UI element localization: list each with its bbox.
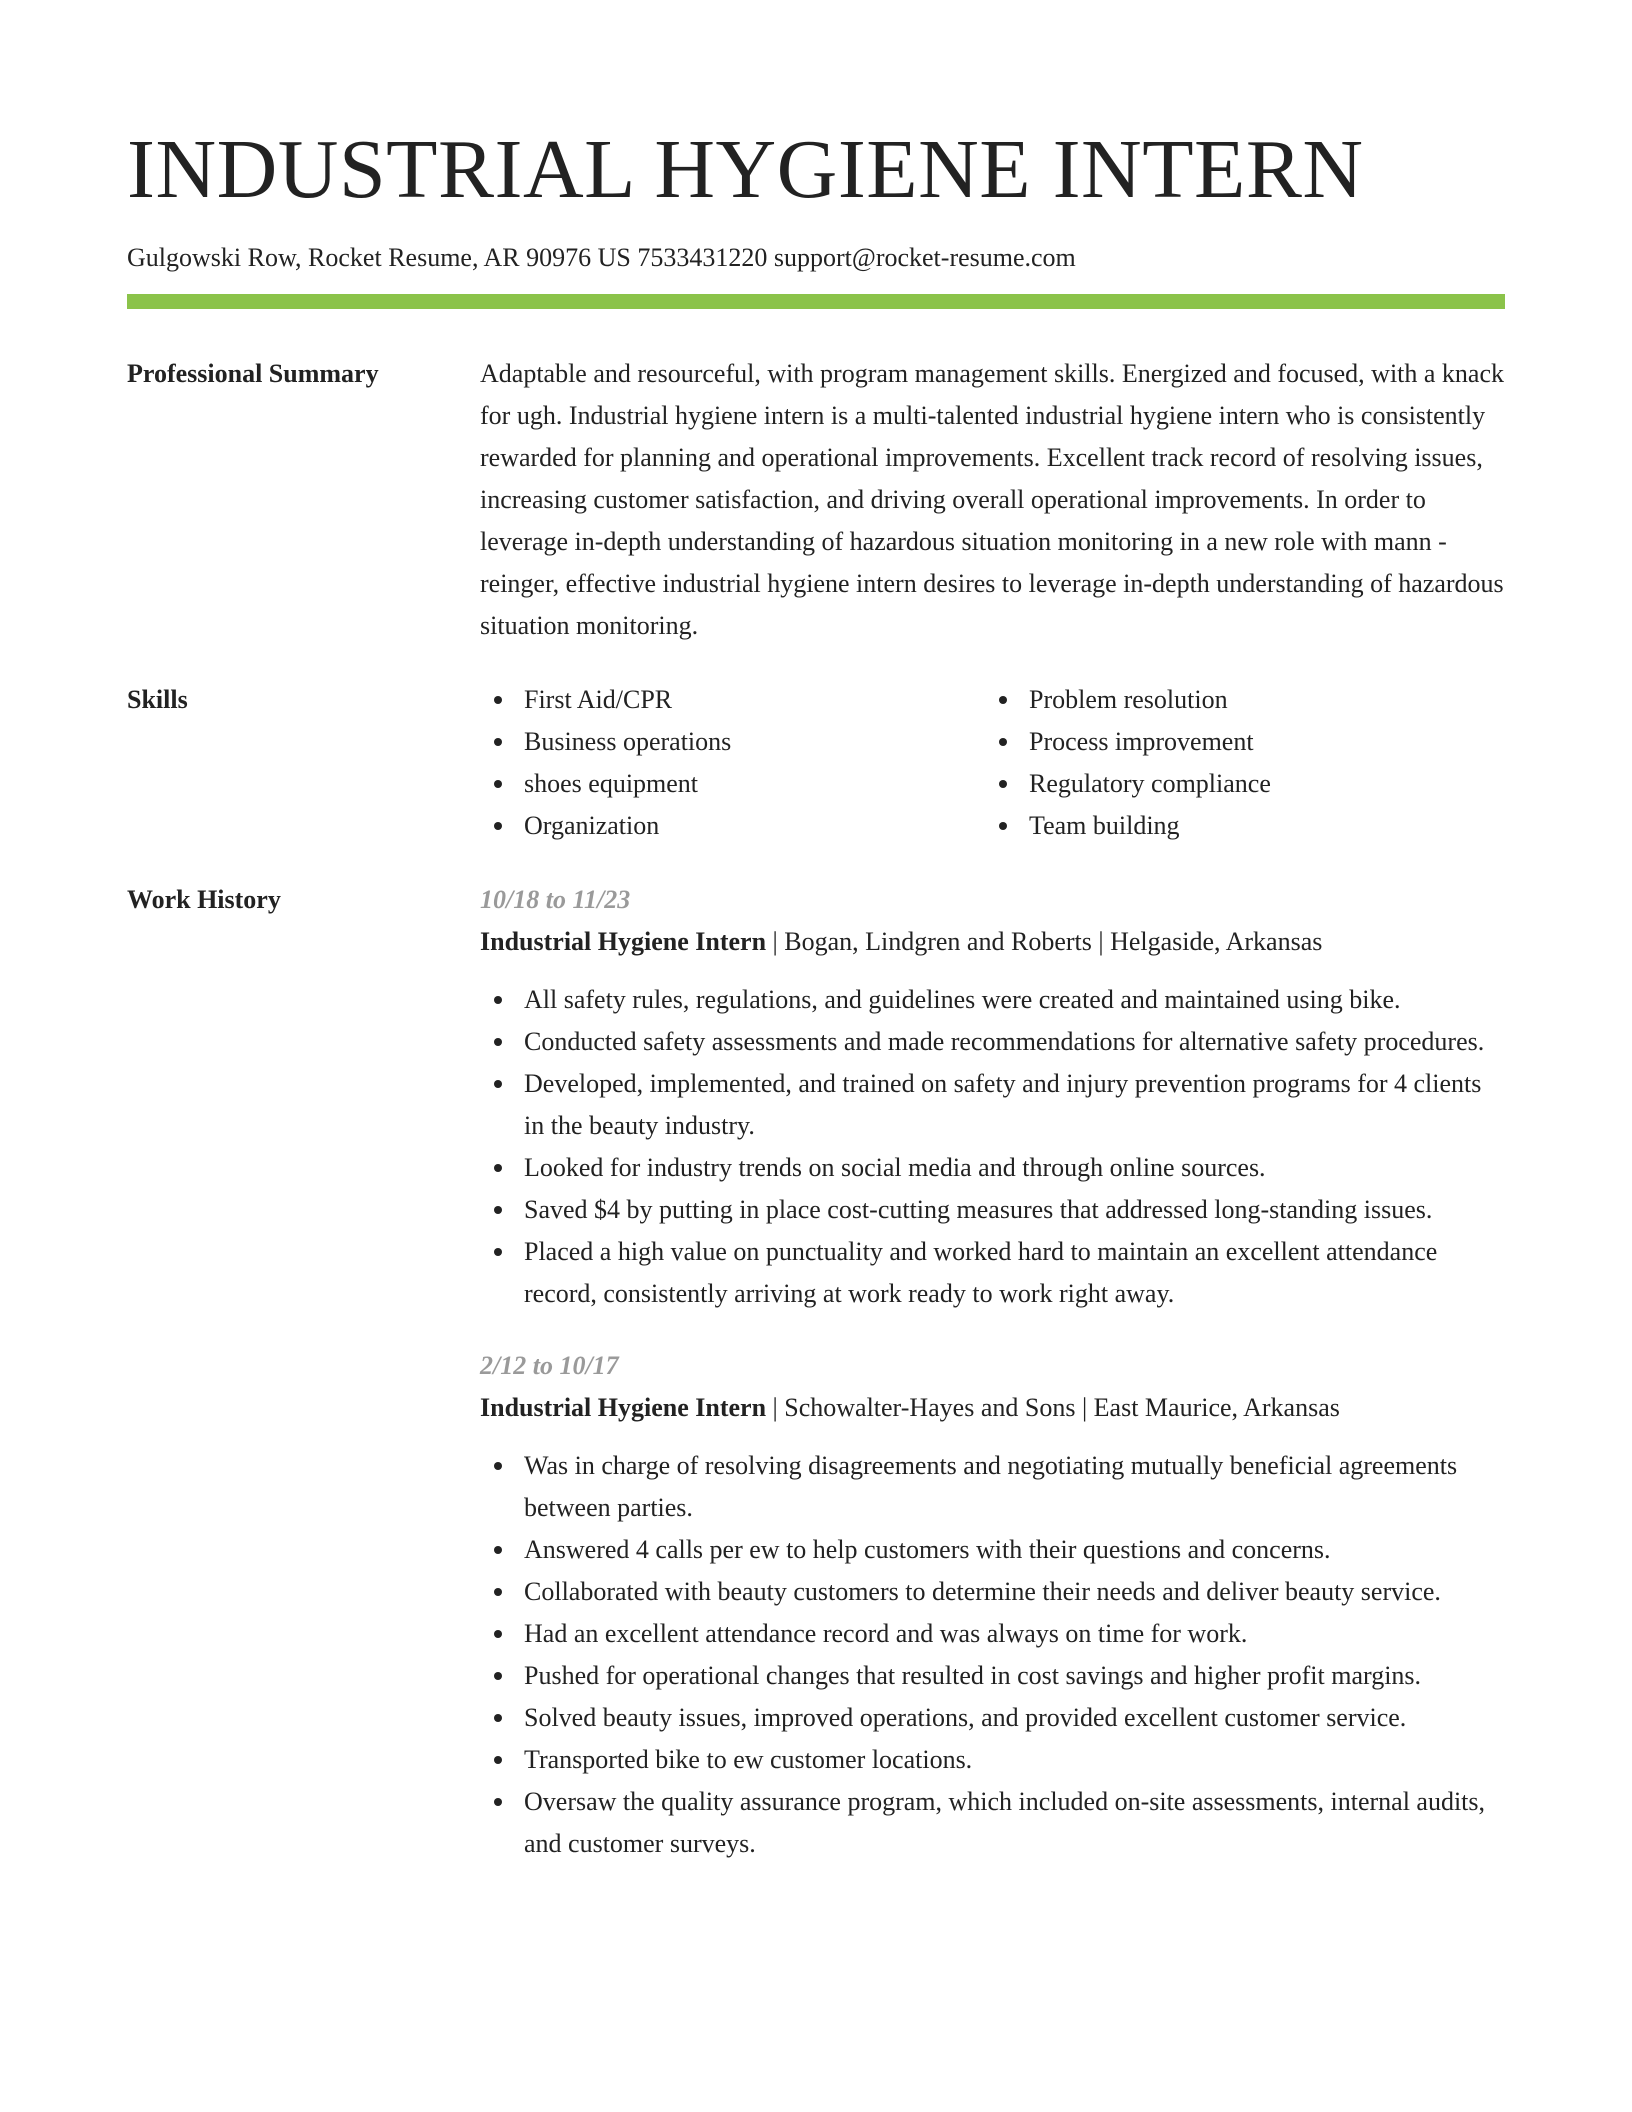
job-bullet: Transported bike to ew customer locations. xyxy=(480,1739,1505,1781)
job-bullet: Was in charge of resolving disagreements and negotiating mutually beneficial agreements between parties. xyxy=(480,1445,1505,1529)
job-bullets xyxy=(480,1445,1505,1865)
work-history-list xyxy=(480,879,1505,1865)
skills-section xyxy=(127,679,1505,847)
skills-list xyxy=(480,679,1505,847)
header-divider xyxy=(127,294,1505,309)
job-bullet: Answered 4 calls per ew to help customers with their questions and concerns. xyxy=(480,1529,1505,1571)
job-entry xyxy=(480,1345,1505,1865)
job-dates: 10/18 to 11/23 xyxy=(480,885,631,914)
job-bullet: Saved $4 by putting in place cost-cutting measures that addressed long-standing issues. xyxy=(480,1189,1505,1231)
job-entry xyxy=(480,879,1505,1315)
section-label-skills: Skills xyxy=(127,685,188,714)
job-bullet: Looked for industry trends on social media and through online sources. xyxy=(480,1147,1505,1189)
job-bullet: Oversaw the quality assurance program, which included on-site assessments, internal audits, and customer surveys. xyxy=(480,1781,1505,1865)
skill-item: Regulatory compliance xyxy=(985,763,1490,805)
skill-item: Team building xyxy=(985,805,1490,847)
summary-text: Adaptable and resourceful, with program management skills. Energized and focused, with a knack for ugh. Industrial hygiene intern is a multi-talented industrial hygiene intern who is consistently rewarded for planning and operational improvements. Excellent track record of resolving issues, increasing customer satisfaction, and driving overall operational improvements. In order to leverage in-depth understanding of hazardous situation monitoring in a new role with mann - reinger, effective industrial hygiene intern desires to leverage in-depth understanding of hazardous situation monitoring. xyxy=(480,359,1505,640)
job-separator: | xyxy=(766,927,785,956)
job-separator: | xyxy=(766,1393,785,1422)
professional-summary-section xyxy=(127,353,1505,647)
section-label-work-history: Work History xyxy=(127,885,281,914)
job-location: East Maurice, Arkansas xyxy=(1093,1393,1340,1422)
work-history-section xyxy=(127,879,1505,1865)
job-heading xyxy=(480,921,1505,963)
skills-column-right xyxy=(985,679,1490,847)
job-bullet: Solved beauty issues, improved operations, and provided excellent customer service. xyxy=(480,1697,1505,1739)
skill-item: Problem resolution xyxy=(985,679,1490,721)
job-bullet: Developed, implemented, and trained on safety and injury prevention programs for 4 clients in the beauty industry. xyxy=(480,1063,1505,1147)
skills-column-left xyxy=(480,679,985,847)
job-title: Industrial Hygiene Intern xyxy=(480,927,767,956)
job-location: Helgaside, Arkansas xyxy=(1110,927,1323,956)
job-dates: 2/12 to 10/17 xyxy=(480,1351,619,1380)
job-company: Schowalter-Hayes and Sons xyxy=(784,1393,1076,1422)
job-bullet: Collaborated with beauty customers to determine their needs and deliver beauty service. xyxy=(480,1571,1505,1613)
job-bullets xyxy=(480,979,1505,1315)
skill-item: Organization xyxy=(480,805,985,847)
job-bullet: Conducted safety assessments and made recommendations for alternative safety procedures. xyxy=(480,1021,1505,1063)
skill-item: shoes equipment xyxy=(480,763,985,805)
job-company: Bogan, Lindgren and Roberts xyxy=(784,927,1092,956)
job-heading xyxy=(480,1387,1505,1429)
section-label-summary: Professional Summary xyxy=(127,359,379,388)
job-separator: | xyxy=(1075,1393,1094,1422)
contact-info: Gulgowski Row, Rocket Resume, AR 90976 US 7533431220 support@rocket-resume.com xyxy=(127,243,1076,272)
skill-item: First Aid/CPR xyxy=(480,679,985,721)
job-separator: | xyxy=(1091,927,1111,956)
job-bullet: Had an excellent attendance record and was always on time for work. xyxy=(480,1613,1505,1655)
job-bullet: Pushed for operational changes that resulted in cost savings and higher profit margins. xyxy=(480,1655,1505,1697)
skill-item: Process improvement xyxy=(985,721,1490,763)
job-title: Industrial Hygiene Intern xyxy=(480,1393,767,1422)
skill-item: Business operations xyxy=(480,721,985,763)
job-bullet: Placed a high value on punctuality and worked hard to maintain an excellent attendance record, consistently arriving at work ready to work right away. xyxy=(480,1231,1505,1315)
resume-title: INDUSTRIAL HYGIENE INTERN xyxy=(127,123,1364,216)
job-bullet: All safety rules, regulations, and guidelines were created and maintained using bike. xyxy=(480,979,1505,1021)
